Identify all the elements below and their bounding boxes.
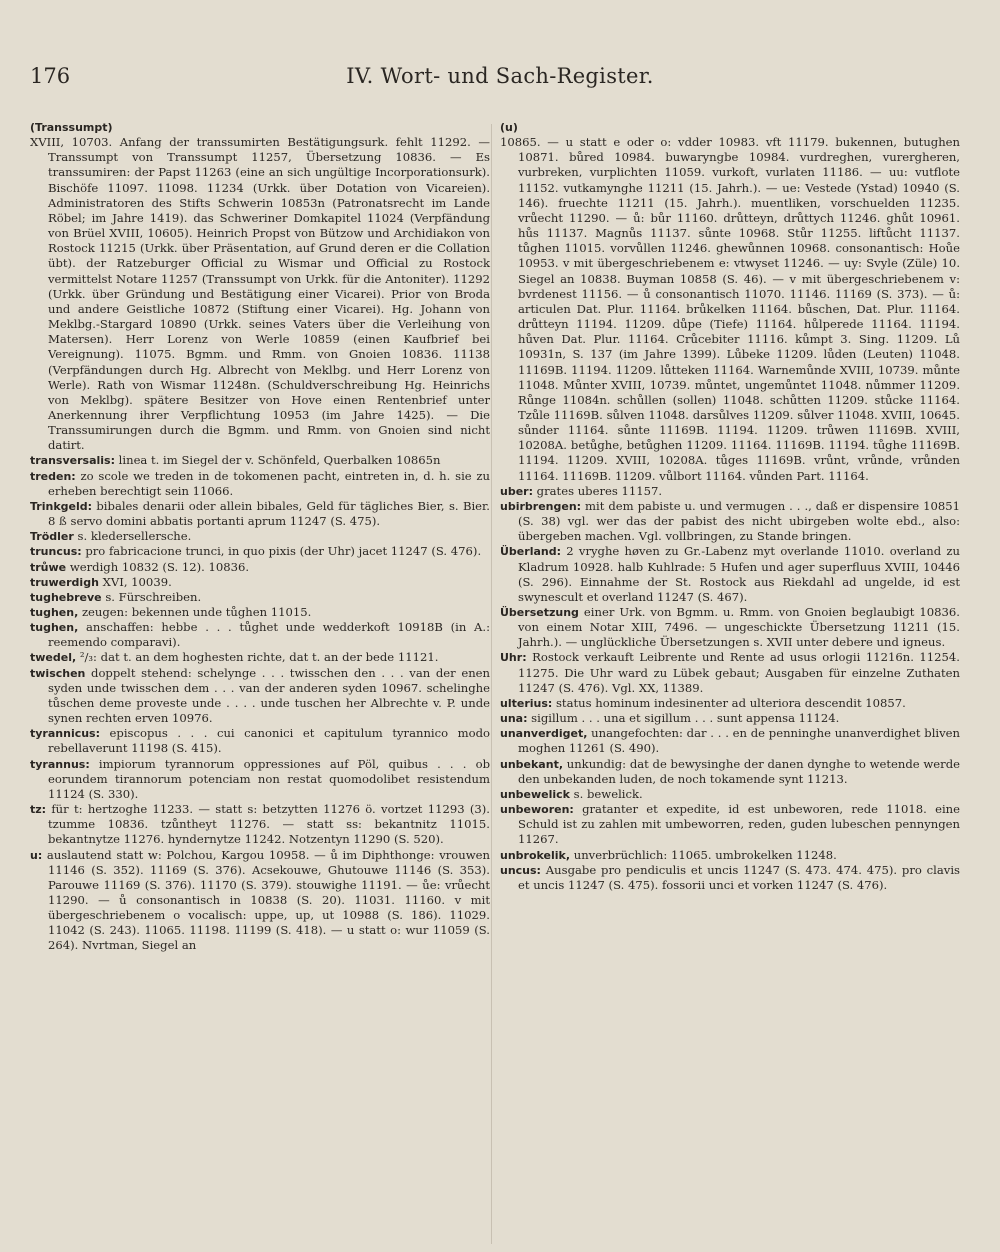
index-entry <box>30 620 490 650</box>
entry-text: unkundig: dat de bewysinghe der danen dynghe to wetende werde den unbekanden luden, de noch tokamende synt 11213. <box>518 756 960 786</box>
entry-lemma: unbewelick <box>500 787 570 801</box>
entry-lemma: unbrokelik, <box>500 848 571 862</box>
entry-lemma: tughen, <box>30 606 79 619</box>
index-entry <box>30 666 490 727</box>
right-column <box>500 120 960 893</box>
entry-lemma: tz: <box>30 803 47 817</box>
index-entry <box>30 650 490 665</box>
index-entry <box>30 529 490 544</box>
entry-text: unangefochten: dar . . . en de penninghe unanverdighet bliven moghen 11261 (S. 490). <box>518 726 960 756</box>
index-entry <box>30 499 490 529</box>
entry-lemma: ubirbrengen: <box>500 499 582 513</box>
entry-lemma: truwerdigh <box>30 575 99 589</box>
entry-lemma: uncus: <box>500 863 541 877</box>
entry-lemma: Übersetzung <box>500 606 579 619</box>
entry-lemma: tyrannus: <box>30 757 90 771</box>
entry-text: XVI, 10039. <box>98 574 172 589</box>
index-entry <box>500 650 960 695</box>
entry-lemma: twedel, <box>30 651 77 665</box>
index-entry <box>30 726 490 756</box>
index-entry <box>500 135 960 484</box>
entry-text: pro fabricacione trunci, in quo pixis (der Uhr) jacet 11247 (S. 476). <box>81 544 482 559</box>
index-entry <box>500 544 960 605</box>
index-entry <box>500 848 960 863</box>
continuation-label: (u) <box>500 121 518 134</box>
entry-text: s. Fürschreiben. <box>101 589 202 604</box>
entry-lemma: twischen <box>30 666 86 680</box>
entry-text: gratanter et expedite, id est unbeworen, rede 11018. eine Schuld ist zu zahlen mit umbeworren, reden, guden lubeschen pennyngen 11267. <box>518 802 960 847</box>
entry-text: episcopus . . . cui canonici et capitulum tyrannico modo rebellaverunt 11198 (S. 415). <box>48 726 490 756</box>
index-entry <box>500 787 960 802</box>
entry-text: bibales denarii oder allein bibales, Geld für tägliches Bier, s. Bier. 8 ß servo domini abbatis portanti aprum 11247 (S. 475). <box>48 498 490 529</box>
index-entry <box>30 590 490 605</box>
entry-lemma: unbeworen: <box>500 803 574 817</box>
entry-text: s. kledersellersche. <box>73 529 192 544</box>
left-column <box>30 120 490 954</box>
entry-text: für t: hertzoghe 11233. — statt s: betzytten 11276 ö. vortzet 11293 (3). tzumme 10836. tzůntheyt 11276. — statt ss: bekantnitz 11015. bekantnytze 11276. hyndernytze 11242. Notzentyn 11290 (S. 520). <box>46 802 490 847</box>
entry-text: zo scole we treden in de tokomenen pacht, eintreten in, d. h. sie zu erheben berechtigt sein 11066. <box>48 468 490 498</box>
page-header <box>0 64 1000 104</box>
entry-text: 10865. — u statt e oder o: vdder 10983. vft 11179. bukennen, butughen 10871. bůred 10984. buwaryngbe 10984. vurdreghen, vurergheren, vurbreken, vurplichten 11059. vurkoft, vurlaten 11186. — uu: vutflote 11152. vutkamynghe 11211 (15. Jahrh.). — ue: Vestede (Ystad) 10940 (S. 146). fruechte 11211 (15. Jahrh.). muentliken, vorschuelden 11235. vrůecht 11290. — ů: bůr 11160. drůtteyn, drůttych 11246. ghůt 10961. hůs 11137. Magnůs 11137. sůnte 10968. Stůr 11255. liftůcht 11137. tůghen 11015. vorvůllen 11246. ghewůnnen 10968. consonantisch: Hoůe 10953. v mit übergeschriebenem e: vtwyset 11246. — uy: Svyle (Züle) 10. Siegel an 10838. Buyman 10858 (S. 46). — v mit übergeschriebenem v: bvrdenest 11156. — ů consonantisch 11070. 11146. 11169 (S. 373). — ů: articulen Dat. Plur. 11164. brůkelken 11164. bůschen, Dat. Plur. 11164. drůtteyn 11194. 11209. důpe (Tiefe) 11164. hůlperede 11164. 11194. hůven Dat. Plur. 11164. Crůcebiter 11116. kůmpt 3. Sing. 11209. Lů 10931n, S. 137 (im Jahre 1399). Lůbeke 11209. lůden (Leuten) 11048. 11169B. 11194. 11209. lůtteken 11164. Warnemůnde XVIII, 10739. můnte 11048. Můnter XVIII, 10739. můntet, ungemůntet 11048. nůmmer 11209. Růnge 11084n. schůllen (sollen) 11048. schůtten 11209. stůcke 11164. Tzůle 11169B. sůlven 11048. darsůlves 11209. sůlver 11048. XVIII, 10645. sůnder 11164. sůnte 11169B. 11194. 11209. trůwen 11169B. XVIII, 10208A. betůghe, betůghen 11209. 11164. 11169B. 11194. tůghe 11169B. 11194. 11209. XVIII, 10208A. tůges 11169B. vrůnt, vrůnde, vrůnden 11164. 11169B. 11209. vůlbort 11164. vůnden Part. 11164. <box>500 135 960 483</box>
entry-text: 2 vryghe høven zu Gr.-Labenz myt overlande 11010. overland zu Kladrum 10928. halb Kuhlrade: 5 Hufen und ager superfluus XVIII, 10446 (S. 296). Einnahme der St. Rostock aus Riekdahl ad ungelde, id est swynescult et overland 11247 (S. 467). <box>518 544 960 604</box>
index-entry <box>30 605 490 620</box>
entry-lemma: unbekant, <box>500 757 564 771</box>
page-title: IV. Wort- und Sach-Register. <box>346 64 654 88</box>
entry-text: unverbrüchlich: 11065. umbrokelken 11248. <box>570 847 837 862</box>
entry-lemma: ulterius: <box>500 696 553 710</box>
index-entry <box>30 575 490 590</box>
entry-lemma: tyrannicus: <box>30 727 101 741</box>
index-entry <box>30 560 490 575</box>
entry-text: auslautend statt w: Polchou, Kargou 10958. — ů im Diphthonge: vrouwen 11146 (S. 352). 11169 (S. 376). Acsekouwe, Ghutouwe 11146 (S. 353). Parouwe 11169 (S. 376). 11170 (S. 379). stouwighe 11191. — ůe: vrůecht 11290. — ů consonantisch in 10838 (S. 20). 11031. 11160. v mit übergeschriebenem o vocalisch: uppe, up, ut 10988 (S. 186). 11029. 11042 (S. 243). 11065. 11198. 11199 (S. 418). — u statt o: wur 11059 (S. 264). Nvrtman, Siegel an <box>42 847 490 953</box>
entry-text: einer Urk. von Bgmm. u. Rmm. von Gnoien beglaubigt 10836. von einem Notar XIII, 7496. — ungeschickte Übersetzung 11211 (15. Jahrh.). — unglückliche Übersetzungen s. XVII unter debere und igneus. <box>518 605 960 650</box>
index-entry <box>30 848 490 954</box>
entry-text: impiorum tyrannorum oppressiones auf Pöl, quibus . . . ob eorundem tirannorum potenciam non restat quomodolibet resistendum 11124 (S. 330). <box>48 756 490 801</box>
index-entry <box>30 802 490 847</box>
entry-lemma: una: <box>500 712 528 726</box>
index-entry <box>30 757 490 802</box>
index-entry <box>500 484 960 499</box>
page-number: 176 <box>30 64 71 88</box>
entry-text: anschaffen: hebbe . . . tůghet unde wedderkoft 10918B (in A.: reemendo comparavi). <box>48 620 490 650</box>
index-entry <box>500 499 960 544</box>
index-entry <box>30 135 490 453</box>
entry-lemma: tughen, <box>30 621 79 635</box>
entry-lemma: tughebreve <box>30 590 102 604</box>
entry-text: zeugen: bekennen unde tůghen 11015. <box>78 605 312 619</box>
entry-lemma: u: <box>30 848 43 862</box>
entry-text: grates uberes 11157. <box>533 483 663 498</box>
entry-lemma: Uhr: <box>500 651 527 665</box>
entry-text: s. bewelick. <box>570 786 643 801</box>
entry-lemma: Trinkgeld: <box>30 499 93 513</box>
index-entry <box>30 453 490 468</box>
entry-lemma: uber: <box>500 484 533 498</box>
entry-lemma: truncus: <box>30 545 82 559</box>
entry-text: status hominum indesinenter ad ulteriora descendit 10857. <box>552 695 906 710</box>
entry-text: sigillum . . . una et sigillum . . . sunt appensa 11124. <box>527 711 840 726</box>
index-entry <box>30 544 490 559</box>
entry-text: linea t. im Siegel der v. Schönfeld, Querbalken 10865n <box>115 453 441 468</box>
index-entry <box>500 726 960 756</box>
entry-text: Ausgabe pro pendiculis et uncis 11247 (S. 473. 474. 475). pro clavis et uncis 11247 (S. 475). fossorii unci et vorken 11247 (S. 476). <box>518 862 960 892</box>
index-entry <box>500 863 960 893</box>
entry-text: XVIII, 10703. Anfang der transsumirten Bestätigungsurk. fehlt 11292. — Transsumpt von Transsumpt 11257, Übersetzung 10836. — Es transsumiren: der Papst 11263 (eine an sich ungültige Incorporationsurk). Bischöfe 11097. 11098. 11234 (Urkk. über Dotation von Vicareien). Administratoren des Stifts Schwerin 10853n (Patronatsrecht im Lande Röbel; im Jahre 1419). das Schweriner Domkapitel 11024 (Verpfändung von Brüel XVIII, 10605). Heinrich Propst von Bützow und Archidiakon von Rostock 11215 (Urkk. über Präsentation, auf Grund deren er die Collation übt). der Ratzeburger Official zu Wismar und Official zu Rostock vermittelst Notare 11257 (Transsumpt von Urkk. für die Antoniter). 11292 (Urkk. über Gründung und Bestätigung einer Vicarei). Prior von Broda und andere Geistliche 10872 (Stiftung einer Vicarei). Hg. Johann von Meklbg.-Stargard 10890 (Urkk. seines Vaters über die Verleihung von Matersen). Herr Lorenz von Werle 10859 (einen Kaufbrief bei Vereignung). 11075. Bgmm. und Rmm. von Gnoien 10836. 11138 (Verpfändungen durch Hg. Albrecht von Meklbg. und Herr Lorenz von Werle). Rath von Wismar 11248n. (Schuldverschreibung Hg. Heinrichs von Meklbg). spätere Besitzer von Hove einen Rentenbrief unter Anerkennung ihrer Verpflichtung 10953 (im Jahre 1425). — Die Transsumirungen durch die Bgmm. und Rmm. von Gnoien sind nicht datirt. <box>30 135 490 453</box>
entry-text: ²/₃: dat t. an dem hoghesten richte, dat t. an der bede 11121. <box>76 650 439 665</box>
entry-text: Rostock verkauft Leibrente und Rente ad usus orlogii 11216n. 11254. 11275. Die Uhr ward zu Lübek gebaut; Ausgaben für einzelne Zuthaten 11247 (S. 476). Vgl. XX, 11389. <box>518 650 960 695</box>
continuation-label: (Transsumpt) <box>30 121 113 134</box>
entry-lemma: trůwe <box>30 560 67 574</box>
column-divider <box>491 124 492 1244</box>
index-entry <box>500 802 960 847</box>
entry-lemma: Überland: <box>500 545 561 559</box>
entry-lemma: unanverdiget, <box>500 727 588 741</box>
index-entry <box>500 696 960 711</box>
entry-lemma: treden: <box>30 469 76 483</box>
index-entry <box>500 605 960 650</box>
entry-text: mit dem pabiste u. und vermugen . . ., daß er dispensire 10851 (S. 38) vgl. wer das der pabist des nicht ubirgeben wolte ebd., also: übergeben machen. Vgl. vollbringen, zu Stande bringen. <box>518 498 960 544</box>
index-entry <box>500 757 960 787</box>
entry-lemma: Trödler <box>30 530 74 544</box>
index-entry <box>500 711 960 726</box>
entry-text: doppelt stehend: schelynge . . . twisschen den . . . van der enen syden unde twisschen dem . . . van der anderen syden 10967. schelinghe tůschen deme proveste unde . . . . unde tuschen her Albrechte v. P. unde synen rechten erven 10976. <box>48 665 490 726</box>
entry-text: werdigh 10832 (S. 12). 10836. <box>66 559 250 574</box>
entry-lemma: transversalis: <box>30 454 115 468</box>
index-entry <box>30 469 490 499</box>
